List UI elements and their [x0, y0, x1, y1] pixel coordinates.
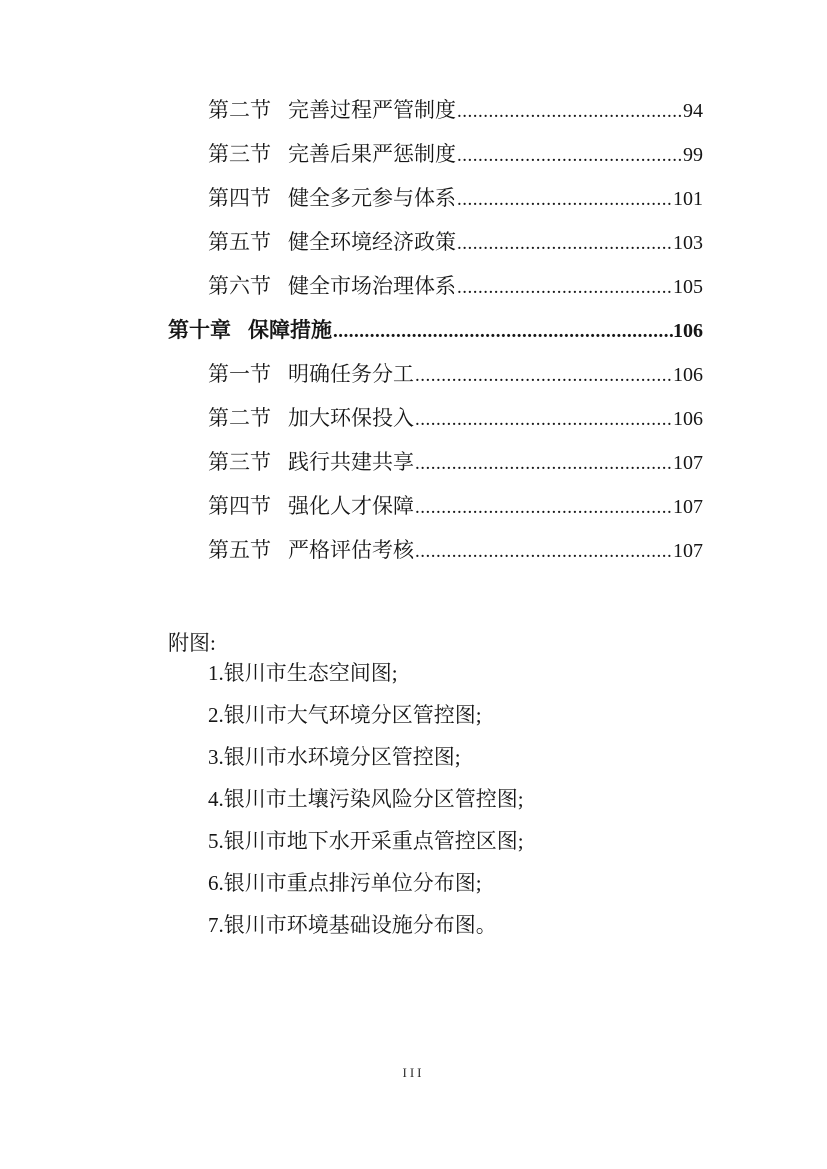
toc-entry[interactable] — [168, 100, 703, 122]
toc-entry-label: 第四节 — [208, 494, 271, 518]
appendix-item: 7.银川市环境基础设施分布图。 — [208, 913, 497, 937]
toc-entry-title: 加大环保投入 — [288, 406, 414, 430]
toc-dot-leader — [414, 541, 673, 562]
toc-dot-leader — [414, 453, 673, 474]
toc-entry-title: 健全多元参与体系 — [288, 186, 456, 210]
appendix-figures-section — [168, 632, 703, 936]
toc-entry-title: 完善过程严管制度 — [288, 98, 456, 122]
toc-entry[interactable] — [168, 408, 703, 430]
toc-entry-title: 明确任务分工 — [288, 362, 414, 386]
toc-entry[interactable] — [168, 232, 703, 254]
toc-page-number: 107 — [673, 496, 703, 518]
toc-entry-label: 第五节 — [208, 538, 271, 562]
toc-dot-leader — [414, 497, 673, 518]
toc-entry-label: 第六节 — [208, 274, 271, 298]
appendix-item: 3.银川市水环境分区管控图; — [208, 745, 461, 769]
toc-dot-leader — [414, 409, 673, 430]
toc-page-number: 106 — [673, 408, 703, 430]
page-footer — [0, 1066, 827, 1080]
appendix-item: 2.银川市大气环境分区管控图; — [208, 703, 482, 727]
toc-entry[interactable] — [168, 452, 703, 474]
toc-entry-title: 健全环境经济政策 — [288, 230, 456, 254]
toc-dot-leader — [456, 145, 683, 166]
toc-page-number: 106 — [673, 364, 703, 386]
appendix-heading: 附图: — [168, 631, 216, 655]
toc-entry-title: 健全市场治理体系 — [288, 274, 456, 298]
toc-entry[interactable] — [168, 276, 703, 298]
toc-entry-label: 第五节 — [208, 230, 271, 254]
toc-dot-leader — [456, 277, 673, 298]
footer-page-number: III — [402, 1065, 425, 1080]
toc-entry-label: 第四节 — [208, 186, 271, 210]
toc-entry-label: 第三节 — [208, 450, 271, 474]
toc-entry-title: 保障措施 — [248, 318, 332, 342]
toc-entry-title: 践行共建共享 — [288, 450, 414, 474]
toc-dot-leader — [456, 189, 673, 210]
appendix-item: 5.银川市地下水开采重点管控区图; — [208, 829, 524, 853]
toc-entry[interactable] — [168, 144, 703, 166]
toc-entry[interactable] — [168, 188, 703, 210]
toc-page-number: 103 — [673, 232, 703, 254]
toc-entry-label: 第十章 — [168, 318, 231, 342]
toc-entry-label: 第三节 — [208, 142, 271, 166]
toc-page-number: 106 — [673, 320, 703, 342]
toc-page-number: 105 — [673, 276, 703, 298]
toc-entry-title: 严格评估考核 — [288, 538, 414, 562]
toc-entry-chapter[interactable] — [168, 320, 703, 342]
toc-entry-label: 第一节 — [208, 362, 271, 386]
toc-entry[interactable] — [168, 364, 703, 386]
appendix-item: 6.银川市重点排污单位分布图; — [208, 871, 482, 895]
toc-entry[interactable] — [168, 496, 703, 518]
toc-dot-leader — [332, 321, 673, 342]
toc-dot-leader — [414, 365, 673, 386]
toc-content — [168, 100, 703, 956]
toc-entry[interactable] — [168, 540, 703, 562]
toc-dot-leader — [456, 101, 683, 122]
appendix-item: 4.银川市土壤污染风险分区管控图; — [208, 787, 524, 811]
toc-entry-title: 强化人才保障 — [288, 494, 414, 518]
appendix-item: 1.银川市生态空间图; — [208, 661, 398, 685]
toc-page-number: 101 — [673, 188, 703, 210]
toc-page-number: 99 — [683, 144, 703, 166]
toc-entry-title: 完善后果严惩制度 — [288, 142, 456, 166]
toc-entry-label: 第二节 — [208, 406, 271, 430]
toc-dot-leader — [456, 233, 673, 254]
toc-entry-label: 第二节 — [208, 98, 271, 122]
toc-page-number: 107 — [673, 540, 703, 562]
toc-page-number: 107 — [673, 452, 703, 474]
toc-page-number: 94 — [683, 100, 703, 122]
